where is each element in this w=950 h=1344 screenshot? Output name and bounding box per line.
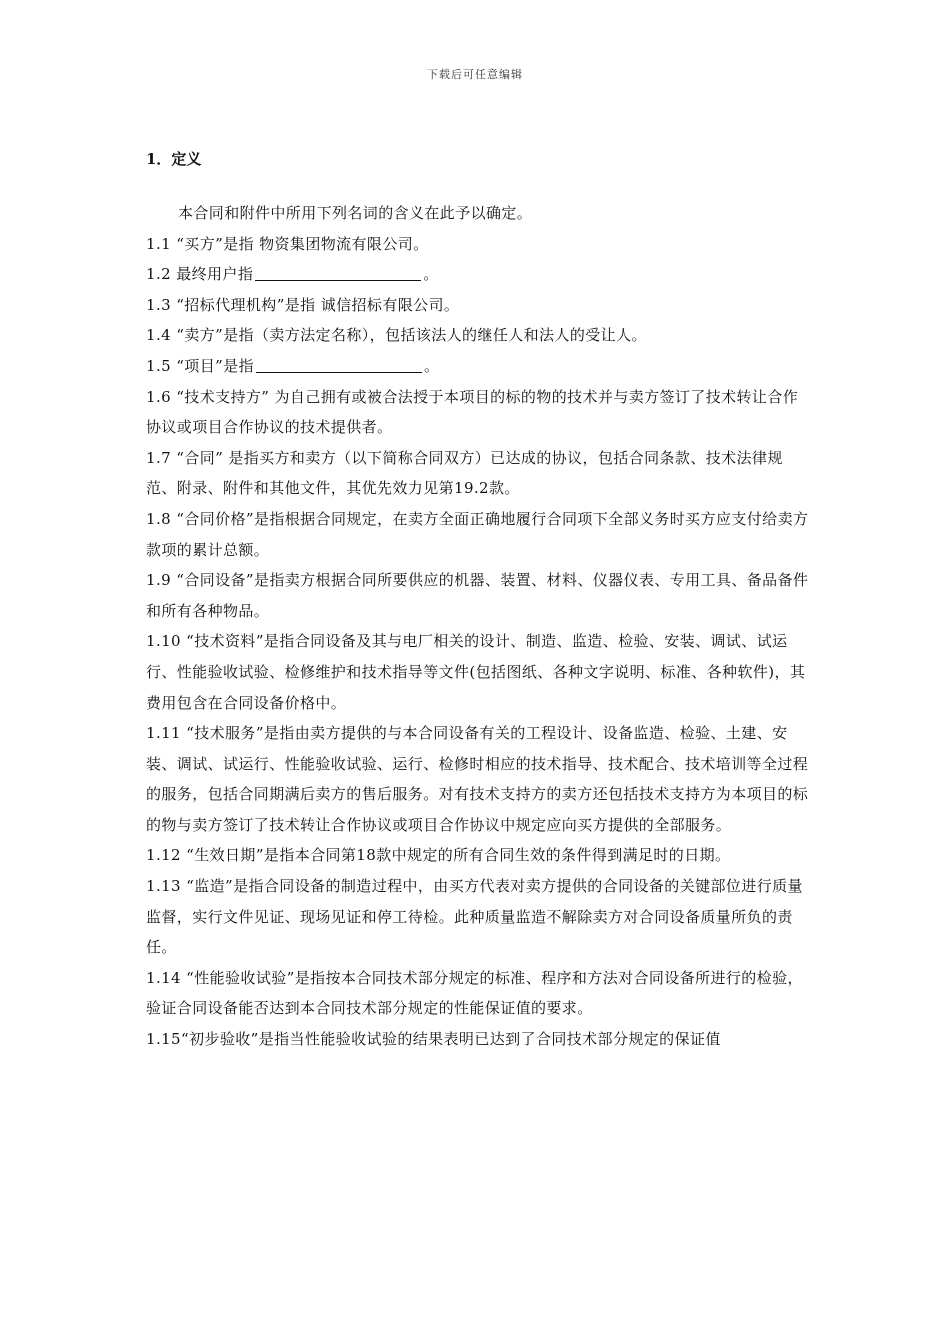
definition-1-9: 1.9 “合同设备”是指卖方根据合同所要供应的机器、装置、材料、仪器仪表、专用工具、备品备件和所有各种物品。 <box>146 571 809 620</box>
definition-1-7: 1.7 “合同” 是指买方和卖方（以下简称合同双方）已达成的协议，包括合同条款、技术法律规范、附录、附件和其他文件，其优先效力见第19.2款。 <box>146 448 783 498</box>
definition-1-14: 1.14 “性能验收试验”是指按本合同技术部分规定的标准、程序和方法对合同设备所进行的检验，验证合同设备能否达到本合同技术部分规定的性能保证值的要求。 <box>146 968 803 1018</box>
definition-1-12: 1.12 “生效日期”是指本合同第18款中规定的所有合同生效的条件得到满足时的日期。 <box>146 846 731 865</box>
definition-1-5-text: 1.5 “项目”是指 <box>146 356 254 375</box>
blank-fill-line <box>256 354 422 373</box>
definition-1-5 <box>146 351 810 382</box>
definition-1-2-text: 1.2 最终用户指 <box>146 265 254 284</box>
intro-paragraph: 本合同和附件中所用下列名词的含义在此予以确定。 <box>178 204 533 222</box>
definition-1-8: 1.8 “合同价格”是指根据合同规定，在卖方全面正确地履行合同项下全部义务时买方应支付给卖方款项的累计总额。 <box>146 509 809 559</box>
definition-1-6: 1.6 “技术支持方” 为自己拥有或被合法授于本项目的标的物的技术并与卖方签订了技术转让合作协议或项目合作协议的技术提供者。 <box>146 387 799 437</box>
section-title: 1．定义 <box>146 150 202 168</box>
blank-fill-line <box>255 262 421 281</box>
definition-1-3: 1.3 “招标代理机构”是指 诚信招标有限公司。 <box>146 295 460 314</box>
definition-1-2-end: 。 <box>423 265 439 284</box>
definition-1-13: 1.13 “监造”是指合同设备的制造过程中，由买方代表对卖方提供的合同设备的关键部位进行质量监督，实行文件见证、现场见证和停工待检。此种质量监造不解除卖方对合同设备质量所负的责任。 <box>146 877 803 957</box>
definitions-body <box>146 198 810 1055</box>
definition-1-1: 1.1 “买方”是指 物资集团物流有限公司。 <box>146 234 429 253</box>
definition-1-4: 1.4 “卖方”是指（卖方法定名称），包括该法人的继任人和法人的受让人。 <box>146 326 647 345</box>
header-note: 下载后可任意编辑 <box>427 68 523 81</box>
definition-1-2 <box>146 259 810 290</box>
definition-1-11: 1.11 “技术服务”是指由卖方提供的与本合同设备有关的工程设计、设备监造、检验、土建、安装、调试、试运行、性能验收试验、运行、检修时相应的技术指导、技术配合、技术培训等全过程的服务，包括合同期满后卖方的售后服务。对有技术支持方的卖方还包括技术支持方为本项目的标的物与卖方签订了技术转让合作协议或项目合作协议中规定应向买方提供的全部服务。 <box>146 724 809 834</box>
definition-1-10: 1.10 “技术资料”是指合同设备及其与电厂相关的设计、制造、监造、检验、安装、调试、试运行、性能验收试验、检修维护和技术指导等文件(包括图纸、各种文字说明、标准、各种软件)，其费用包含在合同设备价格中。 <box>146 632 806 712</box>
definition-1-15: 1.15“初步验收”是指当性能验收试验的结果表明已达到了合同技术部分规定的保证值 <box>146 1030 721 1049</box>
definition-1-5-end: 。 <box>423 356 440 375</box>
